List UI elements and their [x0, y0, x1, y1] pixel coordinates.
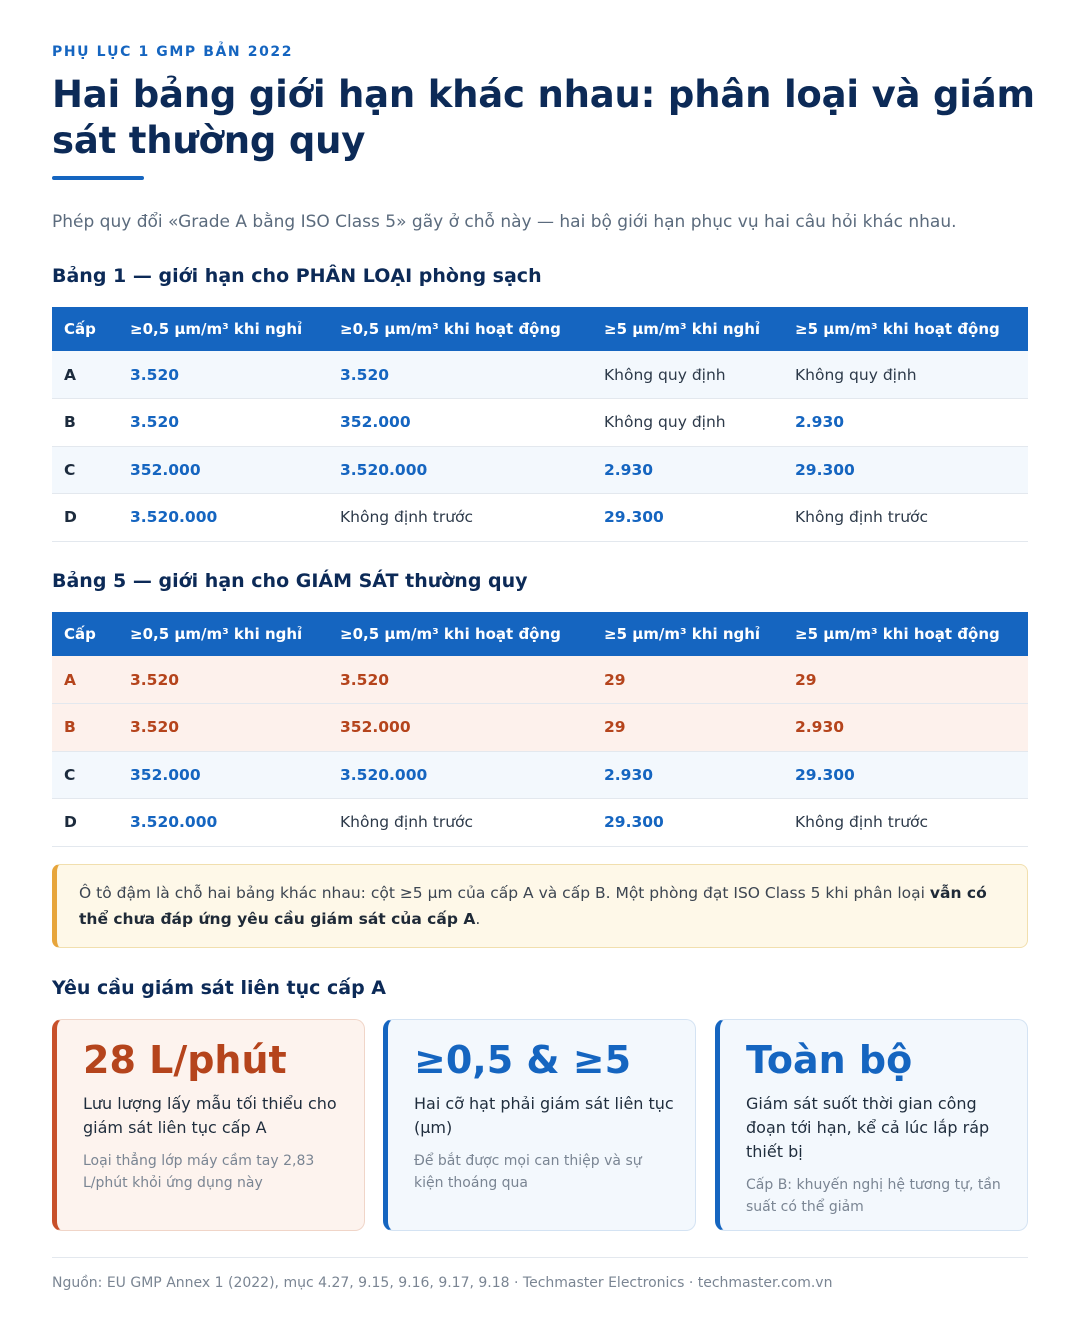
col-header-5-operation: ≥5 µm/m³ khi hoạt động [783, 612, 1028, 656]
col-header-grade: Cấp [52, 307, 118, 351]
value-cell: 3.520 [118, 351, 328, 399]
grade-cell: C [52, 751, 118, 799]
value-cell: Không định trước [783, 799, 1028, 847]
value-cell: 29.300 [592, 799, 783, 847]
value-cell: 2.930 [783, 704, 1028, 752]
table-row [52, 399, 1028, 447]
table-row-highlighted [52, 656, 1028, 704]
table-header-row [52, 612, 1028, 656]
table-row [52, 799, 1028, 847]
table1-title: Bảng 1 — giới hạn cho PHÂN LOẠI phòng sạch [52, 265, 542, 287]
table-row [52, 751, 1028, 799]
value-cell: 352.000 [118, 751, 328, 799]
card-description: Lưu lượng lấy mẫu tối thiểu cho giám sát liên tục cấp A [83, 1094, 337, 1137]
col-header-5-operation: ≥5 µm/m³ khi hoạt động [783, 307, 1028, 351]
card-stat: 28 L/phút [83, 1038, 287, 1082]
table-header-row [52, 307, 1028, 351]
col-header-05-rest: ≥0,5 µm/m³ khi nghỉ [118, 307, 328, 351]
card-stat: Toàn bộ [746, 1038, 913, 1082]
grade-cell: B [52, 704, 118, 752]
table-row [52, 446, 1028, 494]
grade-cell: B [52, 399, 118, 447]
card-description: Giám sát suốt thời gian công đoạn tới hạn, kể cả lúc lắp ráp thiết bị [746, 1094, 990, 1161]
value-cell: 3.520.000 [118, 799, 328, 847]
card-description: Hai cỡ hạt phải giám sát liên tục (µm) [414, 1094, 674, 1137]
col-header-grade: Cấp [52, 612, 118, 656]
value-cell: Không định trước [783, 494, 1028, 542]
card-footnote: Cấp B: khuyến nghị hệ tương tự, tần suất có thể giảm [746, 1177, 1001, 1215]
monitoring-table [52, 612, 1028, 847]
card-duration [715, 1019, 1028, 1231]
note-end: . [475, 910, 481, 928]
value-cell: 3.520 [328, 656, 592, 704]
col-header-5-rest: ≥5 µm/m³ khi nghỉ [592, 612, 783, 656]
value-cell: 352.000 [118, 446, 328, 494]
value-cell: Không định trước [328, 494, 592, 542]
value-cell: 3.520 [328, 351, 592, 399]
card-footnote: Loại thẳng lớp máy cầm tay 2,83 L/phút khỏi ứng dụng này [83, 1153, 315, 1191]
grade-cell: D [52, 494, 118, 542]
grade-cell: A [52, 656, 118, 704]
value-cell: 3.520.000 [328, 446, 592, 494]
table-row [52, 494, 1028, 542]
value-cell: 29 [592, 656, 783, 704]
footer-divider [52, 1257, 1028, 1258]
value-cell: Không định trước [328, 799, 592, 847]
difference-note [52, 864, 1028, 948]
card-flow-rate [52, 1019, 365, 1231]
value-cell: Không quy định [592, 399, 783, 447]
value-cell: 3.520.000 [118, 494, 328, 542]
intro-text: Phép quy đổi «Grade A bằng ISO Class 5» gãy ở chỗ này — hai bộ giới hạn phục vụ hai câu hỏi khác nhau. [52, 212, 957, 232]
value-cell: 3.520 [118, 656, 328, 704]
value-cell: 3.520 [118, 399, 328, 447]
value-cell: 29.300 [783, 446, 1028, 494]
table-row-highlighted [52, 704, 1028, 752]
requirement-cards [52, 1019, 1028, 1231]
grade-cell: C [52, 446, 118, 494]
card-particle-sizes [383, 1019, 696, 1231]
table-row [52, 351, 1028, 399]
value-cell: 29.300 [592, 494, 783, 542]
value-cell: 2.930 [592, 751, 783, 799]
value-cell: 2.930 [592, 446, 783, 494]
title-underline [52, 176, 144, 180]
note-text: Ô tô đậm là chỗ hai bảng khác nhau: cột ≥5 µm của cấp A và cấp B. Một phòng đạt ISO Class 5 khi phân loại [79, 884, 930, 902]
grade-cell: D [52, 799, 118, 847]
value-cell: 2.930 [783, 399, 1028, 447]
col-header-5-rest: ≥5 µm/m³ khi nghỉ [592, 307, 783, 351]
col-header-05-operation: ≥0,5 µm/m³ khi hoạt động [328, 307, 592, 351]
note-emphasis: vẫn có thể chưa đáp ứng yêu cầu giám sát của cấp A [79, 884, 987, 928]
value-cell: Không quy định [592, 351, 783, 399]
card-footnote: Để bắt được mọi can thiệp và sự kiện thoáng qua [414, 1153, 642, 1191]
card-stat: ≥0,5 & ≥5 [414, 1038, 632, 1082]
value-cell: 3.520.000 [328, 751, 592, 799]
grade-cell: A [52, 351, 118, 399]
value-cell: 352.000 [328, 399, 592, 447]
monitoring-title: Yêu cầu giám sát liên tục cấp A [52, 977, 386, 999]
value-cell: 29 [592, 704, 783, 752]
table5-title: Bảng 5 — giới hạn cho GIÁM SÁT thường quy [52, 570, 528, 592]
value-cell: 29 [783, 656, 1028, 704]
classification-table [52, 307, 1028, 542]
col-header-05-operation: ≥0,5 µm/m³ khi hoạt động [328, 612, 592, 656]
value-cell: 29.300 [783, 751, 1028, 799]
page-title: Hai bảng giới hạn khác nhau: phân loại và giám sát thường quy [52, 73, 1035, 162]
source-footer: Nguồn: EU GMP Annex 1 (2022), mục 4.27, 9.15, 9.16, 9.17, 9.18 · Techmaster Electronics · techmaster.com.vn [52, 1275, 833, 1291]
value-cell: 352.000 [328, 704, 592, 752]
value-cell: Không quy định [783, 351, 1028, 399]
eyebrow-label: PHỤ LỤC 1 GMP BẢN 2022 [52, 44, 294, 60]
value-cell: 3.520 [118, 704, 328, 752]
col-header-05-rest: ≥0,5 µm/m³ khi nghỉ [118, 612, 328, 656]
